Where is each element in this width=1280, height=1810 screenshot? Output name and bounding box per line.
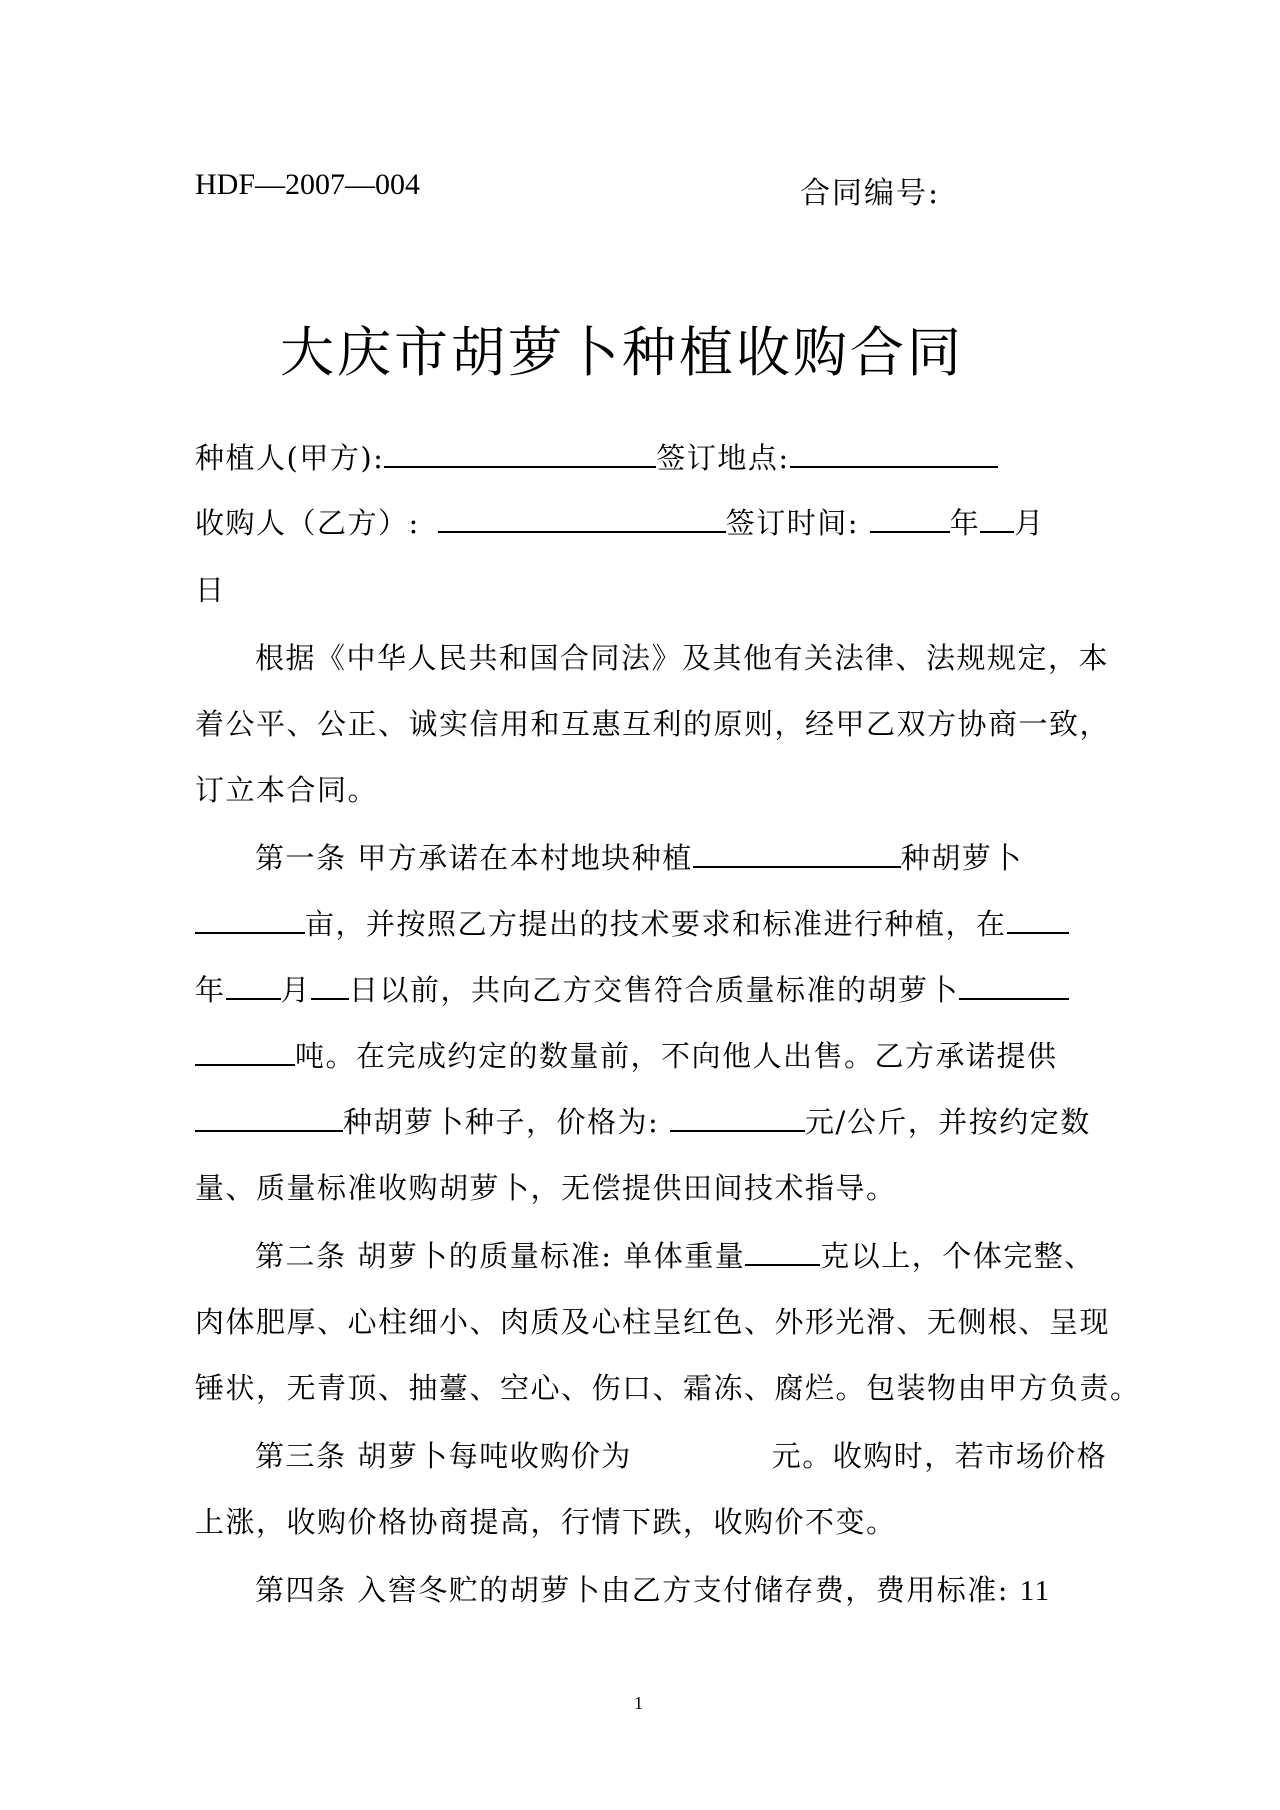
article1-text-3a: 年: [195, 973, 226, 1007]
sign-month-field[interactable]: [980, 505, 1014, 533]
article3-text-1b: 元。收购时，若市场价格: [771, 1439, 1108, 1473]
area-field[interactable]: [195, 906, 305, 934]
seed-variety-field[interactable]: [195, 1104, 343, 1132]
article1-text-5a: 种胡萝卜种子，价格为:: [343, 1105, 660, 1139]
deliver-year-field[interactable]: [1007, 906, 1069, 934]
article4-text-1a: 第四条 入窖冬贮的胡萝卜由乙方支付储存费，费用标准:: [255, 1573, 1009, 1607]
article1-text-1a: 第一条 甲方承诺在本村地块种植: [255, 841, 693, 875]
preamble-line-3: 订立本合同。: [195, 773, 379, 807]
article1-line-6: 量、质量标准收购胡萝卜，无偿提供田间技术指导。: [195, 1171, 897, 1205]
tonnage-field[interactable]: [195, 1038, 295, 1066]
weight-field[interactable]: [745, 1238, 820, 1266]
buyer-line: [195, 505, 1045, 541]
variety-field[interactable]: [693, 840, 901, 868]
article1-text-2a: 亩，并按照乙方提出的技术要求和标准进行种植，在: [305, 907, 1007, 941]
article4-text-1b: 11: [1019, 1575, 1051, 1607]
article4-line-1: [255, 1572, 1051, 1609]
sign-year-field[interactable]: [870, 505, 950, 533]
article1-line-3: [195, 972, 1069, 1008]
buyer-field[interactable]: [438, 505, 726, 533]
preamble-line-1: 根据《中华人民共和国合同法》及其他有关法律、法规规定，本: [255, 641, 1110, 675]
article1-line-2: [195, 906, 1069, 942]
article2-line-1: [255, 1238, 1095, 1274]
deliver-day-field[interactable]: [311, 972, 349, 1000]
year-label: 年: [949, 506, 981, 540]
article1-text-3c: 日以前，共向乙方交售符合质量标准的胡萝卜: [349, 973, 960, 1007]
planter-field[interactable]: [384, 440, 656, 468]
article2-line-3: 锤状，无青顶、抽薹、空心、伤口、霜冻、腐烂。包装物由甲方负责。: [195, 1371, 1141, 1405]
article3-text-1a: 第三条 胡萝卜每吨收购价为: [255, 1439, 632, 1473]
sign-time-label: 签订时间:: [725, 506, 860, 540]
article1-text-1b: 种胡萝卜: [900, 841, 1023, 875]
quantity-field[interactable]: [959, 972, 1069, 1000]
sign-place-label: 签订地点:: [656, 441, 790, 475]
article3-line-1: [255, 1438, 1107, 1474]
seed-price-field[interactable]: [670, 1104, 805, 1132]
article1-text-3b: 月: [280, 973, 312, 1007]
buyer-label: 收购人（乙方）:: [195, 506, 420, 540]
page-title: 大庆市胡萝卜种植收购合同: [280, 321, 964, 384]
month-label: 月: [1014, 506, 1045, 540]
article1-text-4a: 吨。在完成约定的数量前，不向他人出售。乙方承诺提供: [295, 1039, 1058, 1073]
preamble-line-2: 着公平、公正、诚实信用和互惠互利的原则，经甲乙双方协商一致，: [195, 707, 1111, 741]
day-label: 日: [195, 573, 226, 607]
article2-text-1a: 第二条 胡萝卜的质量标准: 单体重量: [255, 1239, 746, 1273]
article1-line-1: [255, 840, 1023, 876]
article1-line-5: [195, 1104, 1091, 1140]
article1-line-4: [195, 1038, 1058, 1074]
article2-line-2: 肉体肥厚、心柱细小、肉质及心柱呈红色、外形光滑、无侧根、呈现: [195, 1305, 1111, 1339]
article1-text-5b: 元/公斤，并按约定数: [805, 1105, 1091, 1139]
page-number: 1: [634, 1693, 643, 1713]
planter-line: [195, 440, 998, 476]
article2-text-1b: 克以上，个体完整、: [820, 1239, 1095, 1273]
contract-number-label: 合同编号:: [800, 176, 941, 211]
doc-code: HDF—2007—004: [195, 168, 421, 201]
planter-label: 种植人(甲方):: [195, 441, 385, 475]
article3-line-2: 上涨，收购价格协商提高，行情下跌，收购价不变。: [195, 1505, 897, 1539]
deliver-month-field[interactable]: [226, 972, 281, 1000]
sign-place-field[interactable]: [790, 440, 998, 468]
